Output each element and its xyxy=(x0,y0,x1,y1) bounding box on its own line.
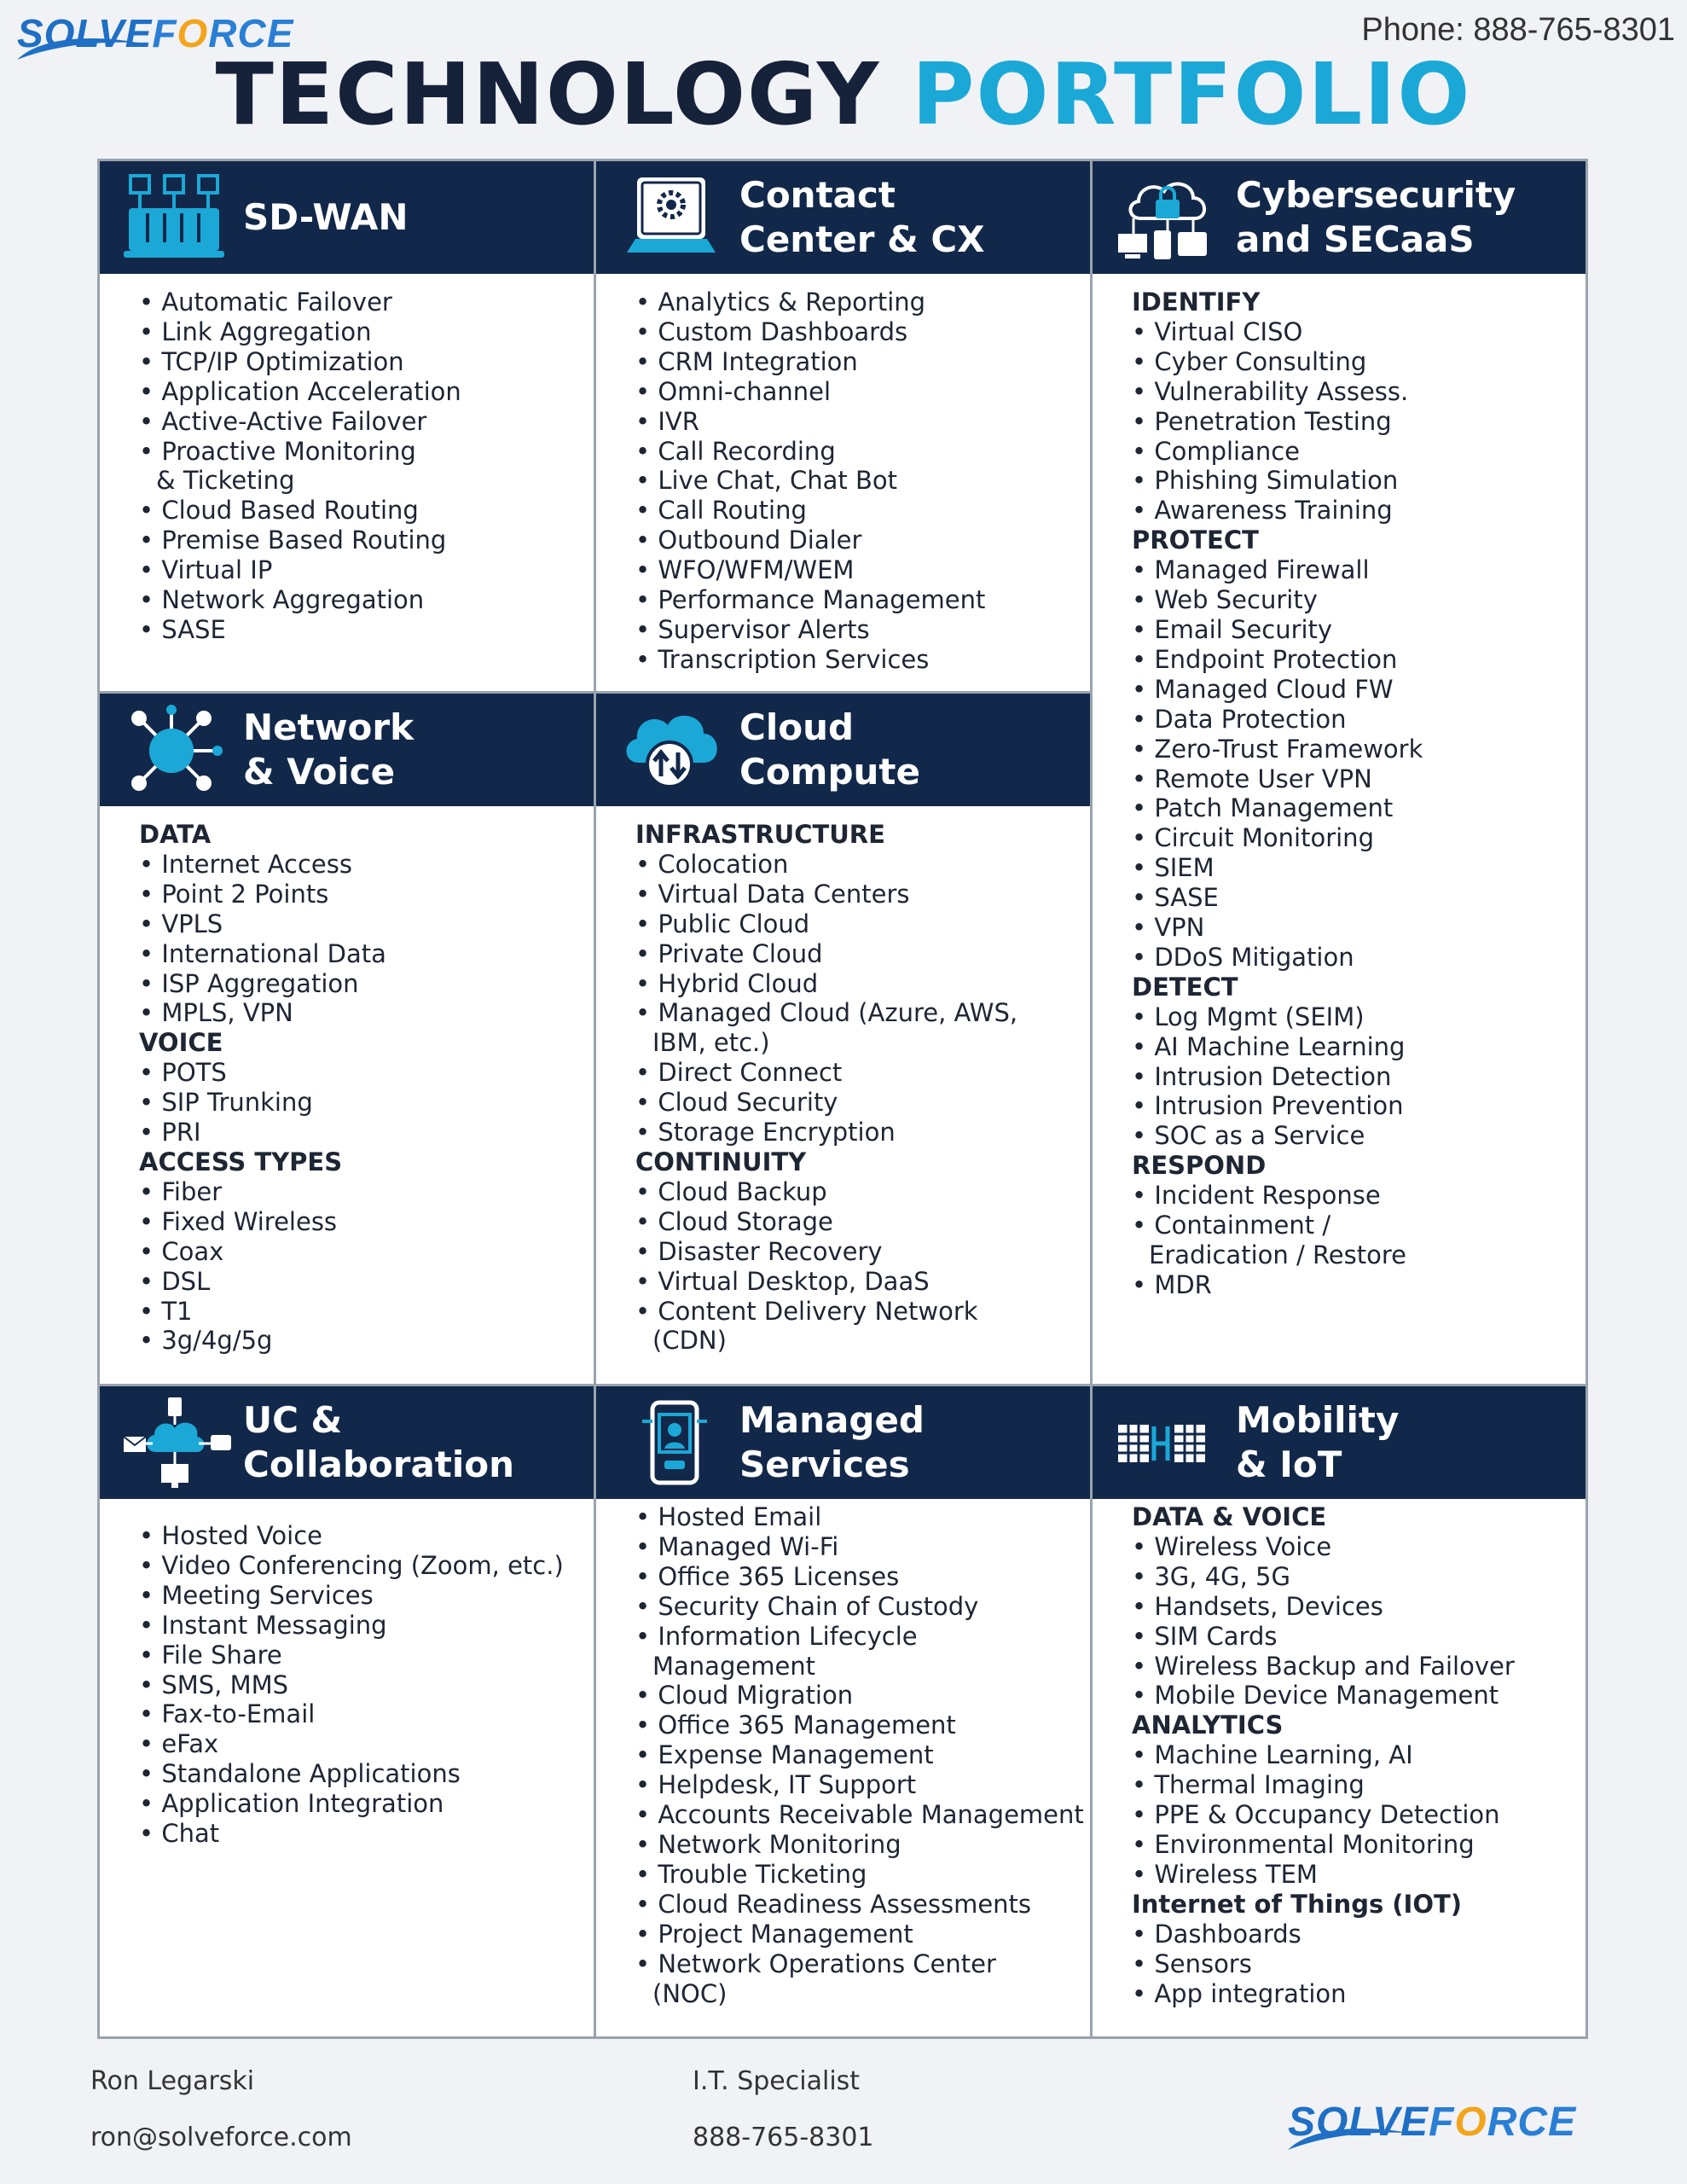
section-uc-title xyxy=(243,1398,514,1487)
section-managed-services xyxy=(596,1386,1093,2036)
connected-devices-icon xyxy=(1115,1396,1226,1490)
section-cloud-header xyxy=(596,694,1090,806)
section-network-header xyxy=(100,694,594,806)
list-item: • Cloud Storage xyxy=(635,1207,1081,1237)
list-item: • AI Machine Learning xyxy=(1132,1032,1577,1062)
list-item: • SOC as a Service xyxy=(1132,1121,1577,1151)
list-subheading: RESPOND xyxy=(1132,1151,1267,1181)
list-item: • Hosted Email xyxy=(635,1502,1081,1532)
list-item: • SMS, MMS xyxy=(139,1670,585,1700)
list-item: • T1 xyxy=(139,1297,585,1327)
list-item: • Expense Management xyxy=(635,1740,1081,1770)
logo-f-text: F xyxy=(152,11,177,55)
list-item: • TCP/IP Optimization xyxy=(139,347,585,377)
section-title-line: SD-WAN xyxy=(243,196,409,238)
list-item: • Cloud Readiness Assessments xyxy=(635,1890,1081,1920)
list-item: • Environmental Monitoring xyxy=(1132,1830,1577,1860)
section-cloud-compute xyxy=(596,694,1093,1386)
list-item: • Outbound Dialer xyxy=(635,526,1081,555)
network-hub-icon xyxy=(122,703,233,797)
list-item: • Intrusion Prevention xyxy=(1132,1091,1577,1121)
logo-rce-text: RCE xyxy=(208,11,294,55)
logo-solve-text: SOLVE xyxy=(1288,2100,1429,2145)
list-item: • Internet Access xyxy=(139,850,585,880)
list-item: • Virtual CISO xyxy=(1132,317,1577,347)
list-item: • Active-Active Failover xyxy=(139,407,585,437)
list-item: • Dashboards xyxy=(1132,1920,1577,1949)
section-cyber-list xyxy=(1132,288,1577,1300)
list-item: • SIEM xyxy=(1132,853,1577,883)
list-item: • IVR xyxy=(635,407,1081,437)
list-item: • Custom Dashboards xyxy=(635,317,1081,347)
list-item: • Security Chain of Custody xyxy=(635,1592,1081,1622)
section-contact-header xyxy=(596,161,1090,274)
logo-o-text: O xyxy=(1454,2100,1487,2145)
footer-email[interactable]: ron@solveforce.com xyxy=(90,2123,352,2152)
list-item: • Proactive Monitoring xyxy=(139,437,585,467)
list-item: • Automatic Failover xyxy=(139,288,585,317)
list-item: • Awareness Training xyxy=(1132,496,1577,526)
section-uc-list xyxy=(139,1521,585,1849)
list-item: • Storage Encryption xyxy=(635,1118,1081,1147)
list-subheading: ACCESS TYPES xyxy=(139,1147,343,1176)
list-item: • eFax xyxy=(139,1729,585,1759)
section-managed-header xyxy=(596,1386,1090,1499)
solveforce-logo-footer xyxy=(1288,2099,1576,2146)
list-item: • Web Security xyxy=(1132,585,1577,615)
section-cloud-list xyxy=(635,820,1081,1356)
list-item: • Hosted Voice xyxy=(139,1521,585,1551)
list-item: • 3g/4g/5g xyxy=(139,1326,585,1356)
list-item: • POTS xyxy=(139,1058,585,1088)
list-item: • CRM Integration xyxy=(635,347,1081,377)
list-item: • Application Acceleration xyxy=(139,377,585,407)
list-item: • Zero-Trust Framework xyxy=(1132,735,1577,764)
list-item: • Hybrid Cloud xyxy=(635,969,1081,999)
list-item: • Network Aggregation xyxy=(139,585,585,615)
cloud-transfer-icon xyxy=(618,703,729,797)
list-item: • Office 365 Management xyxy=(635,1711,1081,1740)
list-item: • Thermal Imaging xyxy=(1132,1770,1577,1800)
list-item: • Wireless TEM xyxy=(1132,1860,1577,1890)
section-cyber-header xyxy=(1093,161,1586,274)
section-network-voice xyxy=(100,694,596,1386)
list-item: • Machine Learning, AI xyxy=(1132,1740,1577,1770)
list-item: • Content Delivery Network xyxy=(635,1297,1081,1327)
section-title-line: Contact xyxy=(739,174,896,216)
list-item: • DSL xyxy=(139,1267,585,1297)
list-item: • Vulnerability Assess. xyxy=(1132,377,1577,407)
list-item: • Standalone Applications xyxy=(139,1759,585,1789)
list-item: & Ticketing xyxy=(156,466,295,496)
list-item: • Fiber xyxy=(139,1177,585,1207)
section-title-line: Services xyxy=(739,1443,910,1485)
header-phone: Phone: 888-765-8301 xyxy=(1361,12,1675,48)
list-item: • Cloud Security xyxy=(635,1088,1081,1118)
list-item: • Disaster Recovery xyxy=(635,1237,1081,1267)
list-item: • Virtual Data Centers xyxy=(635,880,1081,909)
section-managed-list xyxy=(635,1502,1084,2008)
list-subheading: DATA xyxy=(139,820,212,849)
list-item: • Accounts Receivable Management xyxy=(635,1800,1081,1830)
list-item: • Network Operations Center xyxy=(635,1949,1081,1979)
list-item: • Email Security xyxy=(1132,615,1577,645)
list-item: • Project Management xyxy=(635,1920,1081,1949)
list-item: • Call Routing xyxy=(635,496,1081,526)
list-item: • SIP Trunking xyxy=(139,1088,585,1118)
section-title-line: Managed xyxy=(739,1399,925,1441)
list-item: • Cloud Based Routing xyxy=(139,496,585,526)
section-title-line: Mobility xyxy=(1236,1399,1400,1441)
section-contact-title xyxy=(739,173,985,262)
page-title xyxy=(0,44,1687,144)
list-item: • Analytics & Reporting xyxy=(635,288,1081,317)
section-title-line: Cloud xyxy=(739,706,855,748)
list-item: • Live Chat, Chat Bot xyxy=(635,466,1081,496)
list-item: • Wireless Backup and Failover xyxy=(1132,1652,1577,1682)
footer-name: Ron Legarski xyxy=(90,2066,255,2096)
list-item: • Network Monitoring xyxy=(635,1830,1081,1860)
list-item: • Virtual Desktop, DaaS xyxy=(635,1267,1081,1297)
list-item: • File Share xyxy=(139,1641,585,1670)
list-item: • Intrusion Detection xyxy=(1132,1062,1577,1092)
list-item: • Video Conferencing (Zoom, etc.) xyxy=(139,1551,585,1581)
section-title-line: Center & CX xyxy=(739,218,985,260)
list-subheading: CONTINUITY xyxy=(635,1147,807,1176)
list-item: • Endpoint Protection xyxy=(1132,645,1577,675)
list-item: • App integration xyxy=(1132,1979,1577,2009)
list-subheading: PROTECT xyxy=(1132,526,1259,555)
list-item: • ISP Aggregation xyxy=(139,969,585,999)
list-item: • Patch Management xyxy=(1132,793,1577,823)
list-item: • Information Lifecycle xyxy=(635,1622,1081,1652)
section-title-line: UC & xyxy=(243,1399,343,1441)
list-subheading: DATA & VOICE xyxy=(1132,1502,1327,1531)
section-title-line: & Voice xyxy=(243,751,396,793)
section-contact-list xyxy=(635,288,1081,675)
list-item: • Penetration Testing xyxy=(1132,407,1577,437)
section-mobility-title xyxy=(1236,1398,1399,1487)
list-item: • Sensors xyxy=(1132,1949,1577,1979)
footer-phone: 888-765-8301 xyxy=(693,2123,874,2152)
footer-role: I.T. Specialist xyxy=(693,2066,861,2096)
list-item: • Meeting Services xyxy=(139,1581,585,1611)
section-title-line: Cybersecurity xyxy=(1236,174,1516,216)
list-item: • WFO/WFM/WEM xyxy=(635,555,1081,585)
list-item: Eradication / Restore xyxy=(1149,1240,1406,1269)
list-item: • Incident Response xyxy=(1132,1181,1577,1211)
list-item: • 3G, 4G, 5G xyxy=(1132,1562,1577,1592)
list-item: • Managed Cloud (Azure, AWS, xyxy=(635,998,1081,1028)
list-item: • Managed Cloud FW xyxy=(1132,675,1577,705)
list-item: • Virtual IP xyxy=(139,555,585,585)
list-subheading: INFRASTRUCTURE xyxy=(635,820,885,849)
section-cybersecurity xyxy=(1093,161,1586,1386)
list-item: • Colocation xyxy=(635,850,1081,880)
list-item: • Premise Based Routing xyxy=(139,526,585,555)
laptop-gear-icon xyxy=(618,171,729,264)
list-item: • Cloud Backup xyxy=(635,1177,1081,1207)
list-item: (NOC) xyxy=(652,1978,728,2008)
list-item: • Phishing Simulation xyxy=(1132,466,1577,496)
section-cyber-title xyxy=(1236,173,1516,262)
list-item: Management xyxy=(652,1651,816,1681)
list-item: • Mobile Device Management xyxy=(1132,1681,1577,1711)
list-item: • Fixed Wireless xyxy=(139,1207,585,1237)
section-managed-title xyxy=(739,1398,925,1487)
list-item: • SASE xyxy=(139,615,585,645)
section-title-line: & IoT xyxy=(1236,1443,1342,1485)
list-item: • Call Recording xyxy=(635,437,1081,467)
section-uc-collaboration xyxy=(100,1386,596,2036)
list-subheading: DETECT xyxy=(1132,972,1238,1002)
list-item: • Direct Connect xyxy=(635,1058,1081,1088)
list-item: • Trouble Ticketing xyxy=(635,1860,1081,1890)
section-title-line: Compute xyxy=(739,751,920,793)
list-item: • Instant Messaging xyxy=(139,1611,585,1641)
section-network-list xyxy=(139,820,585,1356)
title-part-2: PORTFOLIO xyxy=(912,44,1472,144)
list-item: • DDoS Mitigation xyxy=(1132,943,1577,973)
list-item: • PRI xyxy=(139,1118,585,1147)
list-item: • Compliance xyxy=(1132,437,1577,467)
list-item: • Application Integration xyxy=(139,1789,585,1819)
list-item: • SASE xyxy=(1132,883,1577,913)
list-item: • Link Aggregation xyxy=(139,317,585,347)
list-item: • PPE & Occupancy Detection xyxy=(1132,1800,1577,1830)
list-item: • Chat xyxy=(139,1819,585,1849)
section-sdwan-list xyxy=(139,288,585,645)
list-item: • Coax xyxy=(139,1237,585,1267)
list-item: • Log Mgmt (SEIM) xyxy=(1132,1002,1577,1032)
list-item: • Private Cloud xyxy=(635,939,1081,969)
list-item: • VPLS xyxy=(139,909,585,939)
list-item: • Omni-channel xyxy=(635,377,1081,407)
list-item: • Point 2 Points xyxy=(139,880,585,909)
portfolio-grid xyxy=(97,159,1588,2039)
network-switch-icon xyxy=(122,171,233,264)
list-item: (CDN) xyxy=(652,1326,727,1356)
list-subheading: VOICE xyxy=(139,1028,223,1058)
section-contact-center xyxy=(596,161,1093,694)
list-item: • Cyber Consulting xyxy=(1132,347,1577,377)
list-item: • International Data xyxy=(139,939,585,969)
list-subheading: Internet of Things (IOT) xyxy=(1132,1889,1463,1919)
list-item: • Circuit Monitoring xyxy=(1132,823,1577,853)
list-item: • VPN xyxy=(1132,913,1577,943)
section-sdwan-title xyxy=(243,195,409,240)
list-item: • Supervisor Alerts xyxy=(635,615,1081,645)
cloud-communication-icon xyxy=(122,1396,233,1490)
list-subheading: IDENTIFY xyxy=(1132,288,1261,317)
section-mobility-iot xyxy=(1093,1386,1586,2036)
list-item: • Data Protection xyxy=(1132,705,1577,735)
logo-o-text: O xyxy=(177,11,209,55)
list-item: • Office 365 Licenses xyxy=(635,1562,1081,1592)
list-item: • MPLS, VPN xyxy=(139,998,585,1028)
list-item: • Helpdesk, IT Support xyxy=(635,1770,1081,1800)
list-item: • Managed Firewall xyxy=(1132,555,1577,585)
section-cloud-title xyxy=(739,706,920,794)
list-item: • Remote User VPN xyxy=(1132,764,1577,794)
list-item: • Cloud Migration xyxy=(635,1681,1081,1711)
title-part-1: TECHNOLOGY xyxy=(215,44,881,144)
section-title-line: Network xyxy=(243,706,415,748)
list-item: • Handsets, Devices xyxy=(1132,1592,1577,1622)
list-item: • Containment / xyxy=(1132,1211,1577,1240)
list-item: • Public Cloud xyxy=(635,909,1081,939)
section-title-line: and SECaaS xyxy=(1236,218,1475,260)
list-item: • Transcription Services xyxy=(635,645,1081,675)
cloud-lock-devices-icon xyxy=(1115,171,1226,264)
list-item: • SIM Cards xyxy=(1132,1622,1577,1652)
section-sdwan-header xyxy=(100,161,594,274)
mobile-support-icon xyxy=(618,1396,729,1490)
list-item: • Wireless Voice xyxy=(1132,1532,1577,1562)
section-mobility-list xyxy=(1132,1502,1577,2008)
logo-f-text: F xyxy=(1429,2100,1455,2145)
section-network-title xyxy=(243,706,414,794)
section-mobility-header xyxy=(1093,1386,1586,1499)
list-item: • Fax-to-Email xyxy=(139,1699,585,1729)
logo-rce-text: RCE xyxy=(1487,2100,1577,2145)
list-subheading: ANALYTICS xyxy=(1132,1711,1284,1740)
list-item: • MDR xyxy=(1132,1270,1577,1300)
section-title-line: Collaboration xyxy=(243,1443,515,1485)
section-sdwan xyxy=(100,161,596,694)
list-item: IBM, etc.) xyxy=(652,1028,770,1058)
section-uc-header xyxy=(100,1386,594,1499)
list-item: • Managed Wi-Fi xyxy=(635,1532,1081,1562)
logo-solve-text: SOLVE xyxy=(17,11,153,55)
list-item: • Performance Management xyxy=(635,585,1081,615)
